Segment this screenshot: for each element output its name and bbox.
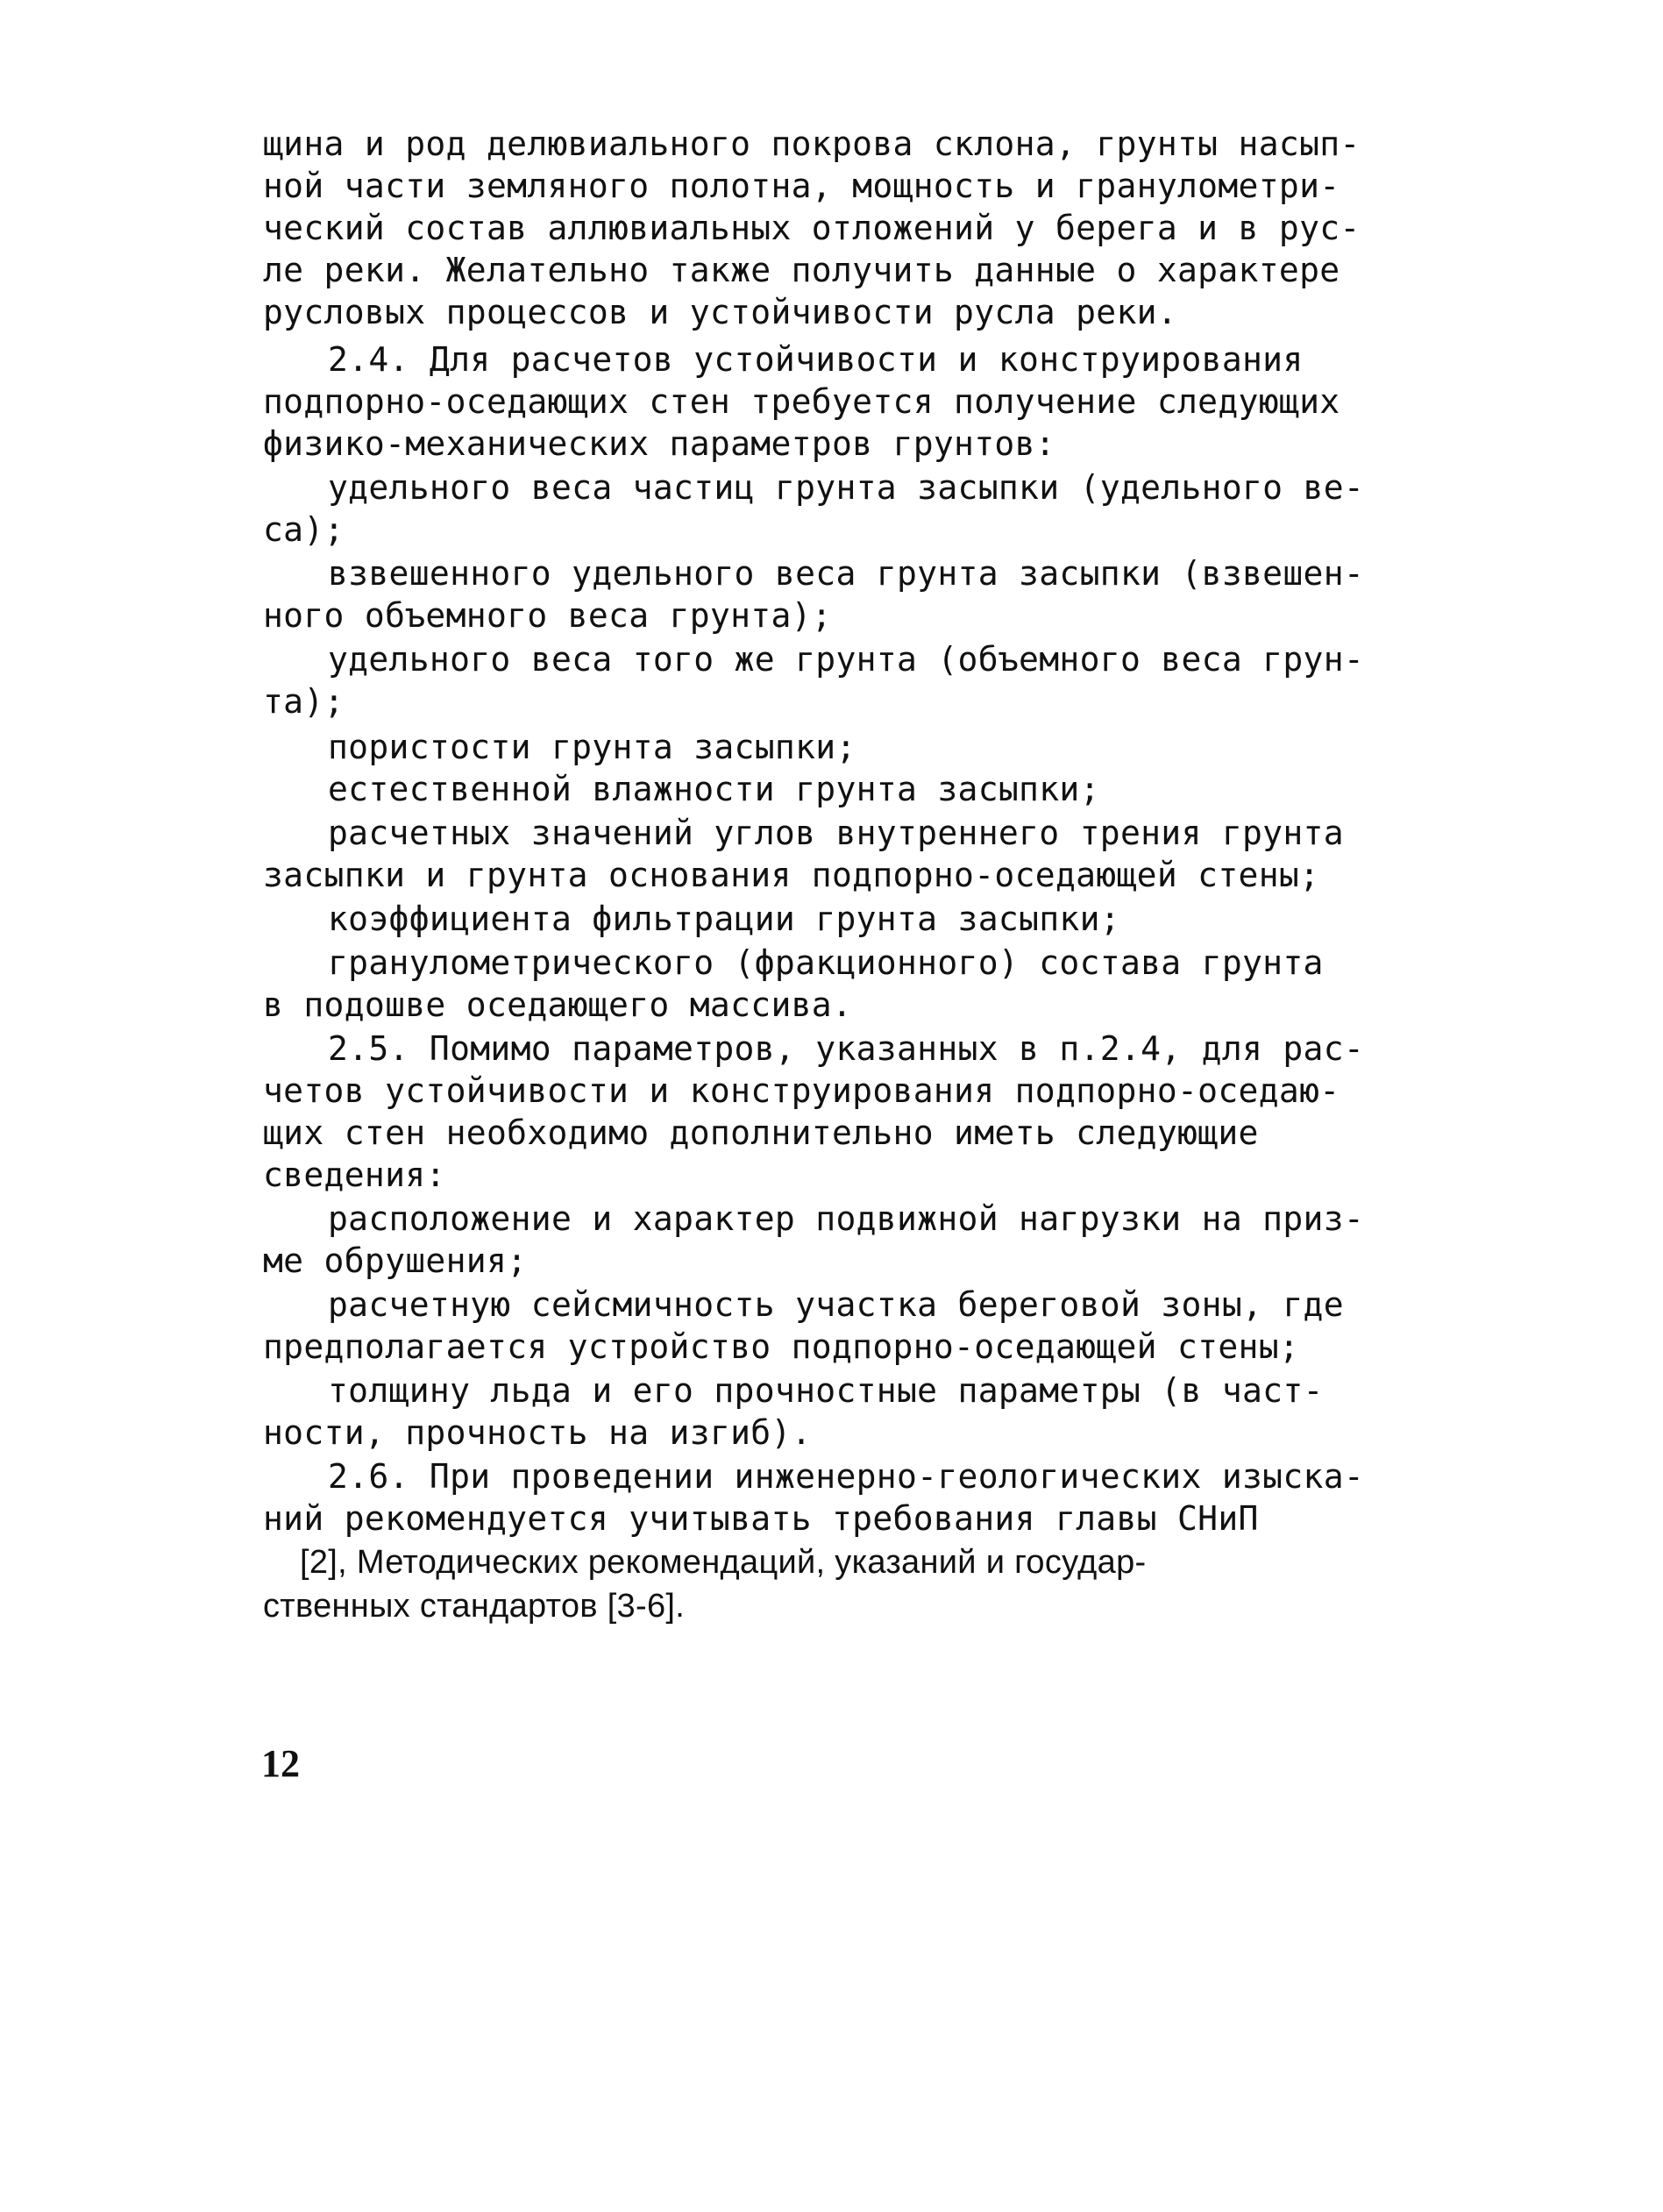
paragraph-start-line: 2.5. Помимо параметров, указанных в п.2.4, для рас- — [328, 1029, 1365, 1068]
text-line: четов устойчивости и конструирования подпорно-оседаю- — [263, 1071, 1340, 1110]
text-line: ме обрушения; — [263, 1241, 528, 1280]
text-line: ческий состав аллювиальных отложений у берега и в рус- — [263, 209, 1361, 247]
text-line: щина и род делювиального покрова склона, грунты насып- — [263, 124, 1361, 163]
text-line: физико-механических параметров грунтов: — [263, 424, 1055, 463]
list-item-line: гранулометрического (фракционного) состава грунта — [328, 943, 1324, 982]
paragraph-start-line: 2.6. При проведении инженерно-геологических изыска- — [328, 1457, 1365, 1496]
list-item-line: естественной влажности грунта засыпки; — [328, 770, 1100, 808]
list-item-line: удельного веса того же грунта (объемного веса грун- — [328, 640, 1365, 679]
text-line: подпорно-оседающих стен требуется получение следующих — [263, 382, 1340, 421]
list-item-line: расчетную сейсмичность участка береговой зоны, где — [328, 1285, 1344, 1324]
text-line: сведения: — [263, 1156, 446, 1194]
text-line: ной части земляного полотна, мощность и гранулометри- — [263, 167, 1340, 205]
list-item-line: коэффициента фильтрации грунта засыпки; — [328, 900, 1120, 938]
text-line: са); — [263, 510, 345, 549]
reference-line: [2], Методических рекомендаций, указаний и государ- — [300, 1544, 1147, 1581]
list-item-line: пористости грунта засыпки; — [328, 728, 856, 766]
text-line: предполагается устройство подпорно-оседающей стены; — [263, 1327, 1300, 1366]
list-item-line: расположение и характер подвижной нагрузки на приз- — [328, 1199, 1365, 1238]
list-item-line: взвешенного удельного веса грунта засыпки (взвешен- — [328, 554, 1365, 593]
text-line: ний рекомендуется учитывать требования главы СНиП — [263, 1499, 1259, 1538]
text-line: ности, прочность на изгиб). — [263, 1413, 812, 1452]
list-item-line: удельного веса частиц грунта засыпки (удельного ве- — [328, 468, 1365, 507]
reference-line: ственных стандартов [3-6]. — [263, 1588, 686, 1625]
page-number: 12 — [261, 1742, 300, 1785]
list-item-line: расчетных значений углов внутреннего трения грунта — [328, 814, 1344, 852]
text-line: русловых процессов и устойчивости русла реки. — [263, 293, 1178, 331]
text-line: ле реки. Желательно также получить данные о характере — [263, 251, 1340, 289]
text-line: засыпки и грунта основания подпорно-оседающей стены; — [263, 856, 1320, 894]
text-line: в подошве оседающего массива. — [263, 985, 853, 1024]
list-item-line: толщину льда и его прочностные параметры (в част- — [328, 1371, 1324, 1410]
text-line: ного объемного веса грунта); — [263, 596, 832, 635]
text-line: щих стен необходимо дополнительно иметь следующие — [263, 1113, 1259, 1152]
paragraph-start-line: 2.4. Для расчетов устойчивости и конструирования — [328, 340, 1304, 379]
text-line: та); — [263, 682, 345, 721]
